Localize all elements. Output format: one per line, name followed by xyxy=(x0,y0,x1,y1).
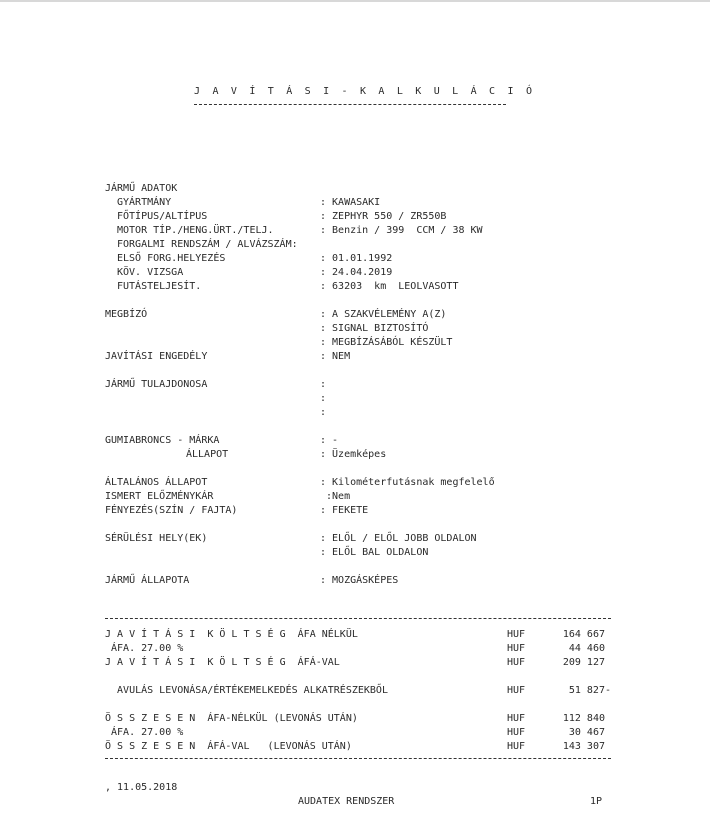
tire-brand-value: : - xyxy=(320,435,339,446)
cost-currency: HUF xyxy=(507,657,526,668)
cost-label: J A V Í T Á S I K Ö L T S É G ÁFÁ-VAL xyxy=(105,657,340,668)
vehicle-row-label: GYÁRTMÁNY xyxy=(117,197,172,208)
cost-currency: HUF xyxy=(507,727,526,738)
cost-currency: HUF xyxy=(507,629,526,640)
cost-amount: 143 307 xyxy=(562,741,605,752)
condition-value: : FEKETE xyxy=(320,505,369,516)
vehicle-row-label: ELSŐ FORG.HELYEZÉS xyxy=(117,253,226,264)
client-label: MEGBÍZÓ xyxy=(105,309,148,320)
vehicle-row-label: KÖV. VIZSGA xyxy=(117,267,184,278)
vehicle-row-value: : KAWASAKI xyxy=(320,197,381,208)
cost-currency: HUF xyxy=(507,643,526,654)
footer-date: , 11.05.2018 xyxy=(105,782,178,793)
vehicle-row-value: : 63203 km LEOLVASOTT xyxy=(320,281,459,292)
vehicle-row-value: : 24.04.2019 xyxy=(320,267,393,278)
document-title: J A V Í T Á S I - K A L K U L Á C I Ó xyxy=(194,86,536,97)
vehicle-row-label: FUTÁSTELJESÍT. xyxy=(117,281,202,292)
tire-brand-label: GUMIABRONCS - MÁRKA xyxy=(105,435,220,446)
title-underline xyxy=(194,104,506,105)
window-top-border xyxy=(0,0,710,2)
cost-amount: 44 460 xyxy=(568,643,605,654)
owner-line: : xyxy=(320,393,327,404)
vehicle-row-label: MOTOR TÍP./HENG.ÜRT./TELJ. xyxy=(117,225,274,236)
cost-label: AVULÁS LEVONÁSA/ÉRTÉKEMELKEDÉS ALKATRÉSZEKBŐL xyxy=(105,685,388,696)
cost-currency: HUF xyxy=(507,741,526,752)
permit-value: : NEM xyxy=(320,351,351,362)
permit-label: JAVÍTÁSI ENGEDÉLY xyxy=(105,351,208,362)
cost-bottom-rule xyxy=(105,758,611,759)
vehicle-row-value: : 01.01.1992 xyxy=(320,253,393,264)
damage-label: SÉRÜLÉSI HELY(EK) xyxy=(105,533,208,544)
footer-page-number: 1P xyxy=(590,796,603,807)
owner-line: : xyxy=(320,379,327,390)
cost-label: ÁFA. 27.00 % xyxy=(105,643,184,654)
state-value: : MOZGÁSKÉPES xyxy=(320,575,399,586)
condition-label: FÉNYEZÉS(SZÍN / FAJTA) xyxy=(105,505,238,516)
cost-currency: HUF xyxy=(507,713,526,724)
cost-top-rule xyxy=(105,618,611,619)
damage-line: : ELŐL / ELŐL JOBB OLDALON xyxy=(320,533,477,544)
owner-line: : xyxy=(320,407,327,418)
condition-label: ISMERT ELŐZMÉNYKÁR xyxy=(105,491,214,502)
vehicle-row-label: FORGALMI RENDSZÁM / ALVÁZSZÁM: xyxy=(117,239,298,250)
cost-label: Ö S S Z E S E N ÁFA-NÉLKÜL (LEVONÁS UTÁN) xyxy=(105,713,358,724)
tire-condition-value: : Üzemképes xyxy=(320,449,387,460)
damage-line: : ELŐL BAL OLDALON xyxy=(320,547,429,558)
condition-value: : Kilométerfutásnak megfelelő xyxy=(320,477,495,488)
tire-condition-label: ÁLLAPOT xyxy=(186,449,229,460)
vehicle-section-heading: JÁRMŰ ADATOK xyxy=(105,183,178,194)
condition-value: :Nem xyxy=(320,491,351,502)
condition-label: ÁLTALÁNOS ÁLLAPOT xyxy=(105,477,208,488)
vehicle-row-value: : ZEPHYR 550 / ZR550B xyxy=(320,211,447,222)
cost-amount: 112 840 xyxy=(562,713,605,724)
state-label: JÁRMŰ ÁLLAPOTA xyxy=(105,575,190,586)
cost-amount: 209 127 xyxy=(562,657,605,668)
cost-amount: 51 827- xyxy=(568,685,611,696)
vehicle-row-label: FŐTÍPUS/ALTÍPUS xyxy=(117,211,208,222)
cost-label: J A V Í T Á S I K Ö L T S É G ÁFA NÉLKÜL xyxy=(105,629,358,640)
footer-system: AUDATEX RENDSZER xyxy=(298,796,395,807)
cost-label: ÁFA. 27.00 % xyxy=(105,727,184,738)
owner-label: JÁRMŰ TULAJDONOSA xyxy=(105,379,208,390)
cost-amount: 164 667 xyxy=(562,629,605,640)
cost-amount: 30 467 xyxy=(568,727,605,738)
client-line: : A SZAKVÉLEMÉNY A(Z) xyxy=(320,309,447,320)
cost-currency: HUF xyxy=(507,685,526,696)
client-line: : MEGBÍZÁSÁBÓL KÉSZÜLT xyxy=(320,337,453,348)
cost-label: Ö S S Z E S E N ÁFÁ-VAL (LEVONÁS UTÁN) xyxy=(105,741,352,752)
client-line: : SIGNAL BIZTOSÍTÓ xyxy=(320,323,429,334)
vehicle-row-value: : Benzin / 399 CCM / 38 KW xyxy=(320,225,483,236)
